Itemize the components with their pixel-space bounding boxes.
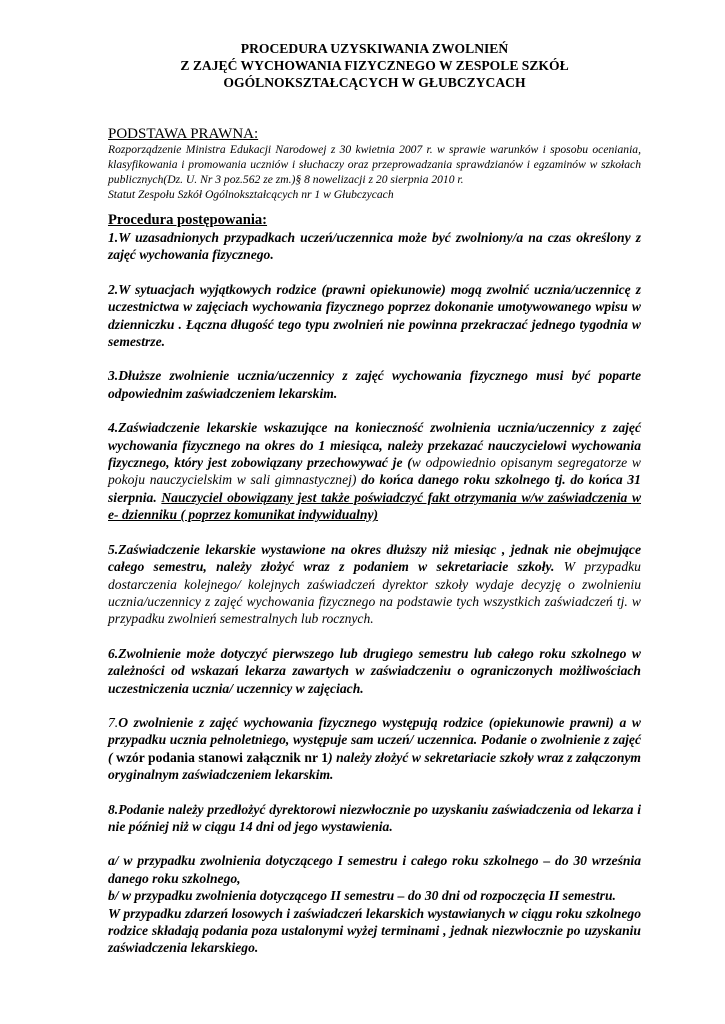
paragraph-5-part-a: 5.Zaświadczenie lekarskie wystawione na okres dłuższy niż miesiąc , jednak nie obejmujące całego semestru, należy złożyć wraz z podaniem w sekretariacie szkoły.	[108, 541, 641, 575]
paragraph-3: 3.Dłuższe zwolnienie ucznia/uczennicy z zajęć wychowania fizycznego musi być poparte odpowiednim zaświadczeniem lekarskim.	[108, 368, 641, 401]
legal-basis-text-2: Statut Zespołu Szkół Ogólnokształcących nr 1 w Głubczycach	[108, 188, 394, 201]
title-line-2: Z ZAJĘĆ WYCHOWANIA FIZYCZNEGO W ZESPOLE SZKÓŁ	[180, 58, 569, 73]
title-line-1: PROCEDURA UZYSKIWANIA ZWOLNIEŃ	[240, 41, 509, 56]
paragraph-4-part-a: 4.Zaświadczenie lekarskie wskazujące na konieczność zwolnienia ucznia/uczennicy z zajęć wychowania fizycznego na okres do 1 miesiąca, należy przekazać nauczycielowi wychowania fizycznego, który jest zobowiązany przechowywać je (	[108, 420, 641, 471]
paragraph-4-part-d: Nauczyciel obowiązany jest także poświadczyć fakt otrzymania w/w zaświadczenia w e- dzienniku ( poprzez komunikat indywidualny)	[108, 489, 642, 523]
legal-basis-heading: PODSTAWA PRAWNA:	[108, 126, 259, 142]
paragraph-2: 2.W sytuacjach wyjątkowych rodzice (prawni opiekunowie) mogą zwolnić ucznia/uczennicę z uczestnictwa w zajęciach wychowania fizycznego poprzez dokonanie umotywowanego wpisu w dzienniczku . Łączna długość tego typu zwolnień nie powinna przekraczać jednego tygodnia w semestrze.	[108, 281, 641, 350]
paragraph-7-part-b: O zwolnienie z zajęć wychowania fizycznego występują rodzice (opiekunowie prawni) a w przypadku ucznia pełnoletniego, występuje sam uczeń/ uczennica. Podanie o zwolnienie z zajęć (	[108, 714, 641, 765]
legal-basis-text-1: Rozporządzenie Ministra Edukacji Narodowej z 30 kwietnia 2007 r. w sprawie warunków i sposobu oceniania, klasyfikowania i promowania uczniów i słuchaczy oraz przeprowadzania sprawdzianów i egzaminów w szkołach publicznych(Dz. U. Nr 3 poz.562 ze zm.)§ 8 nowelizacji z 20 sierpnia 2010 r.	[108, 143, 641, 186]
title-line-3: OGÓLNOKSZTAŁCĄCYCH W GŁUBCZYCACH	[223, 75, 526, 90]
paragraph-9	[108, 852, 641, 956]
paragraph-4	[108, 419, 641, 523]
paragraph-6: 6.Zwolnienie może dotyczyć pierwszego lub drugiego semestru lub całego roku szkolnego w zależności od wskazań lekarza zawartych w zaświadczeniu o ograniczonych możliwościach uczestniczenia ucznia/ uczennicy w zajęciach.	[108, 645, 641, 696]
paragraph-7-part-d: ) należy złożyć w sekretariacie szkoły wraz z załączonym oryginalnym zaświadczeniem lekarskim.	[108, 749, 641, 783]
paragraph-4-part-b: w odpowiednio opisanym segregatorze w pokoju nauczycielskim w sali gimnastycznej)	[108, 455, 641, 488]
deadline-item-b: b/ w przypadku zwolnienia dotyczącego II semestru – do 30 dni od rozpoczęcia II semestru.	[108, 888, 616, 904]
deadline-note: W przypadku zdarzeń losowych i zaświadczeń lekarskich wystawianych w ciągu roku szkolnego rodzice składają podania poza ustalonymi wyżej terminami , jednak niezwłocznie po uzyskaniu zaświadczenia lekarskiego.	[108, 905, 641, 956]
paragraph-7-part-c: wzór podania stanowi załącznik nr 1	[112, 749, 329, 765]
procedure-heading: Procedura postępowania:	[108, 212, 268, 228]
paragraph-7-part-a: 7.	[108, 714, 119, 730]
paragraph-7	[108, 714, 641, 784]
paragraph-8: 8.Podanie należy przedłożyć dyrektorowi niezwłocznie po uzyskaniu zaświadczenia od lekarza i nie później niż w ciągu 14 dni od jego wystawienia.	[108, 801, 641, 834]
paragraph-1: 1.W uzasadnionych przypadkach uczeń/uczennica może być zwolniony/a na czas określony z zajęć wychowania fizycznego.	[108, 230, 641, 263]
document-title	[108, 40, 641, 91]
paragraph-5	[108, 541, 641, 628]
deadline-item-a: a/ w przypadku zwolnienia dotyczącego I semestru i całego roku szkolnego – do 30 września danego roku szkolnego,	[108, 853, 641, 886]
paragraph-4-part-c: do końca danego roku szkolnego tj. do końca 31 sierpnia.	[108, 472, 641, 505]
paragraph-5-part-b: W przypadku dostarczenia kolejnego/ kolejnych zaświadczeń dyrektor szkoły wydaje decyzję o zwolnieniu ucznia/uczennicy z zajęć wychowania fizycznego na podstawie tych wszystkich zaświadczeń tj. w przypadku zwolnień semestralnych lub rocznych.	[108, 559, 641, 627]
